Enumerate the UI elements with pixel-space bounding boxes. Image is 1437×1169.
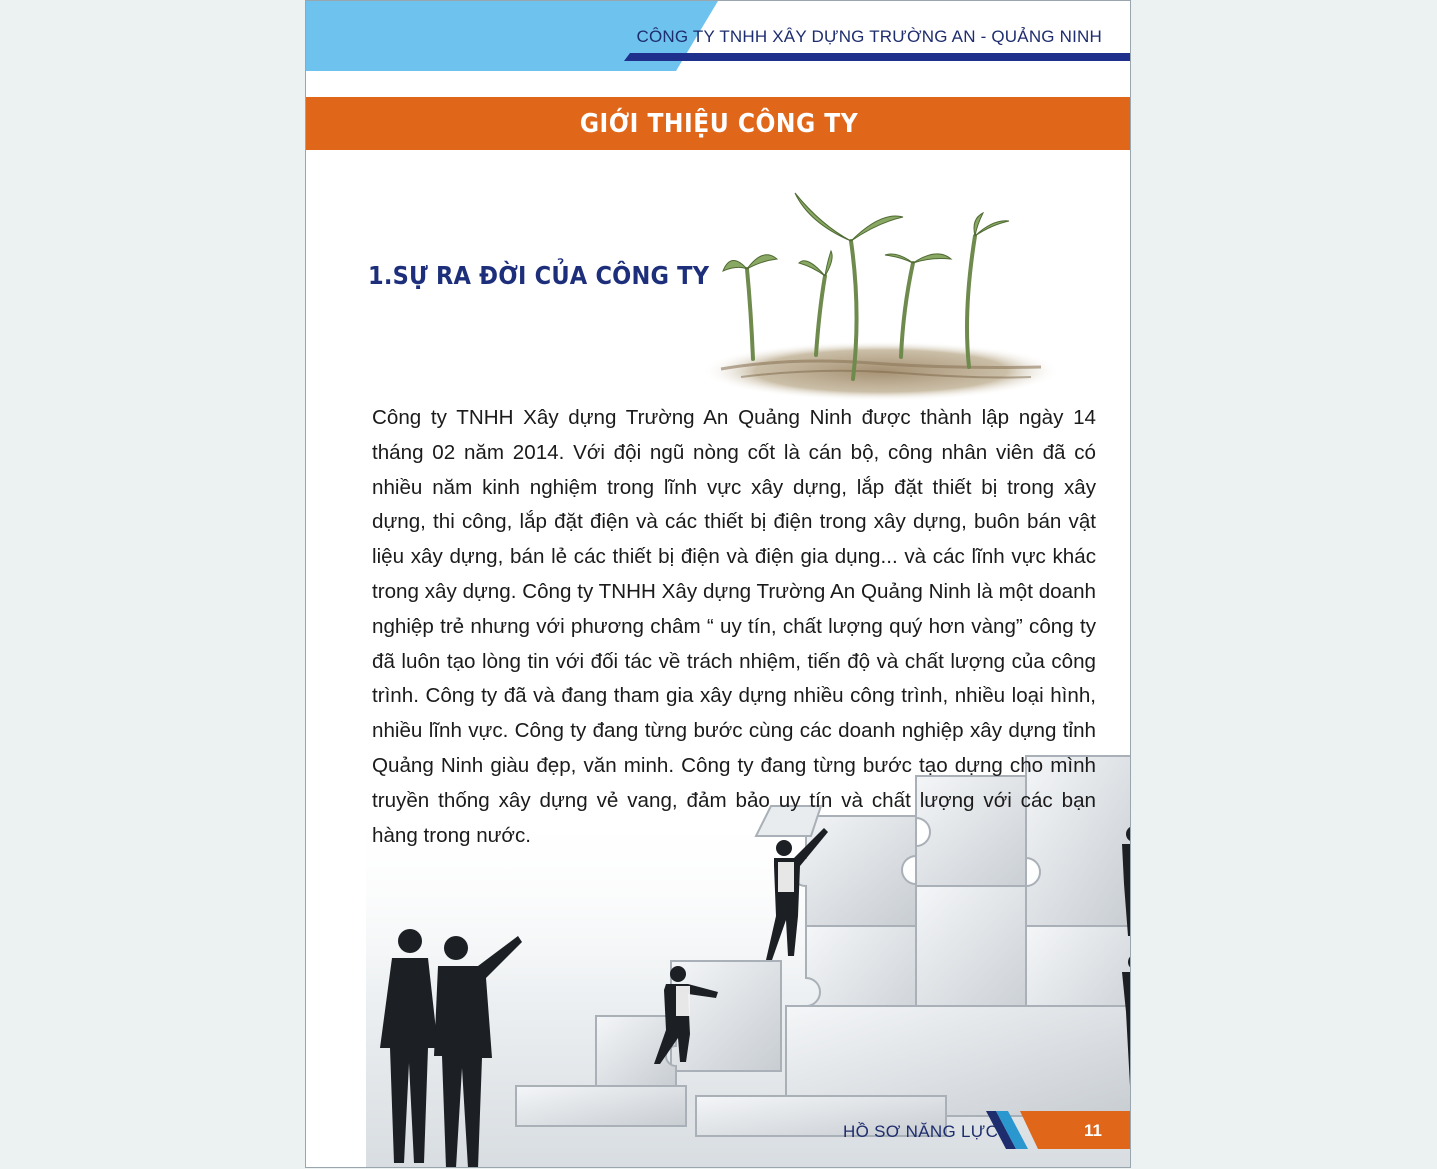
section-heading: 1.SỰ RA ĐỜI CỦA CÔNG TY bbox=[368, 261, 710, 290]
header-underline bbox=[624, 53, 1131, 61]
page-number: 11 bbox=[1084, 1121, 1102, 1140]
brochure-page bbox=[305, 0, 1131, 1168]
company-name: CÔNG TY TNHH XÂY DỰNG TRƯỜNG AN - QUẢNG NINH bbox=[636, 27, 1102, 46]
section-banner bbox=[306, 97, 1131, 150]
seedlings-illustration bbox=[701, 181, 1061, 406]
intro-paragraph: Công ty TNHH Xây dựng Trường An Quảng Ninh được thành lập ngày 14 tháng 02 năm 2014. Với đội ngũ nòng cốt là cán bộ, công nhân viên đã có nhiều năm kinh nghiệm trong lĩnh vực xây dựng, lắp đặt thiết bị trong xây dựng, thi công, lắp đặt điện và các thiết bị điện trong xây dựng, buôn bán vật liệu xây dựng, bán lẻ các thiết bị điện và điện gia dụng... và các lĩnh vực khác trong xây dựng. Công ty TNHH Xây dựng Trường An Quảng Ninh là một doanh nghiệp trẻ nhưng với phương châm “ uy tín, chất lượng quý hơn vàng” công ty đã luôn tạo lòng tin với đối tác về trách nhiệm, tiến độ và chất lượng của công trình. Công ty đã và đang tham gia xây dựng nhiều công trình, nhiều loại hình, nhiều lĩnh vực. Công ty đang từng bước cùng các doanh nghiệp xây dựng tỉnh Quảng Ninh giàu đẹp, văn minh. Công ty đang từng bước tạo dựng cho mình truyền thống xây dựng vẻ vang, đảm bảo uy tín và chất lượng với các bạn hàng trong nước. bbox=[372, 406, 1096, 847]
footer-decoration bbox=[986, 1111, 1131, 1149]
footer-label: HỒ SƠ NĂNG LỰC bbox=[843, 1122, 999, 1141]
banner-title: GIỚI THIỆU CÔNG TY bbox=[579, 108, 859, 139]
